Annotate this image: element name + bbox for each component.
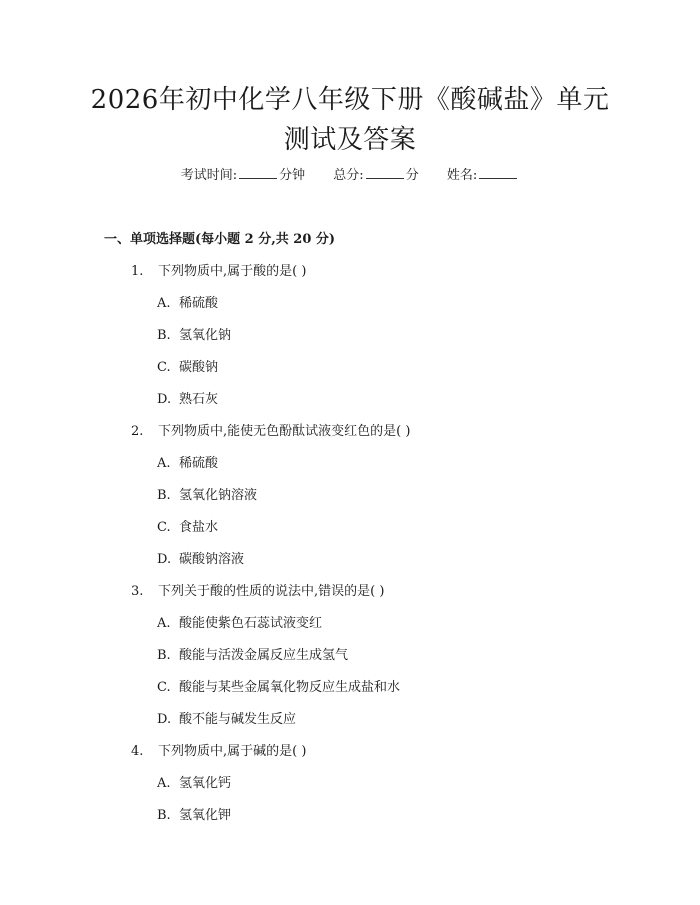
title-line-2: 测试及答案 <box>283 125 417 155</box>
option-text: 氢氧化钾 <box>179 808 232 823</box>
question-text: 下列关于酸的性质的说法中,错误的是( ) <box>158 584 385 599</box>
question-1-option-a <box>157 294 218 314</box>
option-text: 酸能与某些金属氧化物反应生成盐和水 <box>179 680 401 695</box>
option-letter: C. <box>157 680 171 695</box>
question-number: 1. <box>131 264 144 279</box>
question-2-option-a <box>157 454 218 474</box>
exam-info-line <box>0 166 700 186</box>
total-score-blank <box>366 166 404 179</box>
exam-time-blank <box>239 166 277 179</box>
option-text: 熟石灰 <box>179 392 219 407</box>
option-letter: D. <box>157 712 172 727</box>
option-letter: C. <box>157 360 171 375</box>
student-name-label: 姓名: <box>446 168 478 183</box>
option-letter: A. <box>157 296 171 311</box>
section-heading-single-choice: 一、单项选择题(每小题 2 分,共 20 分) <box>104 232 336 247</box>
option-letter: A. <box>157 616 171 631</box>
exam-time-field <box>181 168 310 183</box>
question-number: 4. <box>131 744 144 759</box>
option-text: 氢氧化钠 <box>179 328 232 343</box>
option-text: 稀硫酸 <box>179 296 219 311</box>
option-letter: B. <box>157 648 171 663</box>
question-3-option-d <box>157 710 296 730</box>
question-2-option-c <box>157 518 218 538</box>
question-1-option-c <box>157 358 218 378</box>
option-letter: C. <box>157 520 171 535</box>
option-letter: D. <box>157 392 172 407</box>
question-number: 3. <box>131 584 144 599</box>
total-score-field <box>333 168 423 183</box>
question-1 <box>131 262 306 282</box>
question-3-option-a <box>157 614 322 634</box>
question-text: 下列物质中,能使无色酚酞试液变红色的是( ) <box>158 424 411 439</box>
title-line-1: 2026年初中化学八年级下册《酸碱盐》单元 <box>90 85 610 115</box>
option-text: 碳酸钠 <box>179 360 219 375</box>
document-title <box>60 80 640 160</box>
question-3 <box>131 582 384 602</box>
question-text: 下列物质中,属于酸的是( ) <box>158 264 307 279</box>
option-text: 酸不能与碱发生反应 <box>179 712 297 727</box>
question-2-option-b <box>157 486 257 506</box>
question-2 <box>131 422 410 442</box>
exam-time-unit: 分钟 <box>279 168 306 183</box>
question-3-option-c <box>157 678 400 698</box>
question-3-option-b <box>157 646 348 666</box>
question-text: 下列物质中,属于碱的是( ) <box>158 744 307 759</box>
question-1-option-b <box>157 326 231 346</box>
option-letter: B. <box>157 488 171 503</box>
option-letter: B. <box>157 808 171 823</box>
option-letter: A. <box>157 456 171 471</box>
option-text: 酸能与活泼金属反应生成氢气 <box>179 648 349 663</box>
question-number: 2. <box>131 424 144 439</box>
exam-time-label: 考试时间: <box>180 168 238 183</box>
question-1-option-d <box>157 390 218 410</box>
question-2-option-d <box>157 550 244 570</box>
student-name-field <box>447 168 519 183</box>
option-letter: A. <box>157 776 171 791</box>
option-letter: D. <box>157 552 172 567</box>
option-letter: B. <box>157 328 171 343</box>
option-text: 氢氧化钙 <box>179 776 232 791</box>
option-text: 碳酸钠溶液 <box>179 552 245 567</box>
student-name-blank <box>479 166 517 179</box>
total-score-unit: 分 <box>405 168 419 183</box>
question-4 <box>131 742 306 762</box>
total-score-label: 总分: <box>333 168 364 183</box>
option-text: 稀硫酸 <box>179 456 219 471</box>
option-text: 食盐水 <box>179 520 219 535</box>
question-4-option-a <box>157 774 231 794</box>
option-text: 氢氧化钠溶液 <box>179 488 258 503</box>
option-text: 酸能使紫色石蕊试液变红 <box>179 616 323 631</box>
question-4-option-b <box>157 806 231 826</box>
